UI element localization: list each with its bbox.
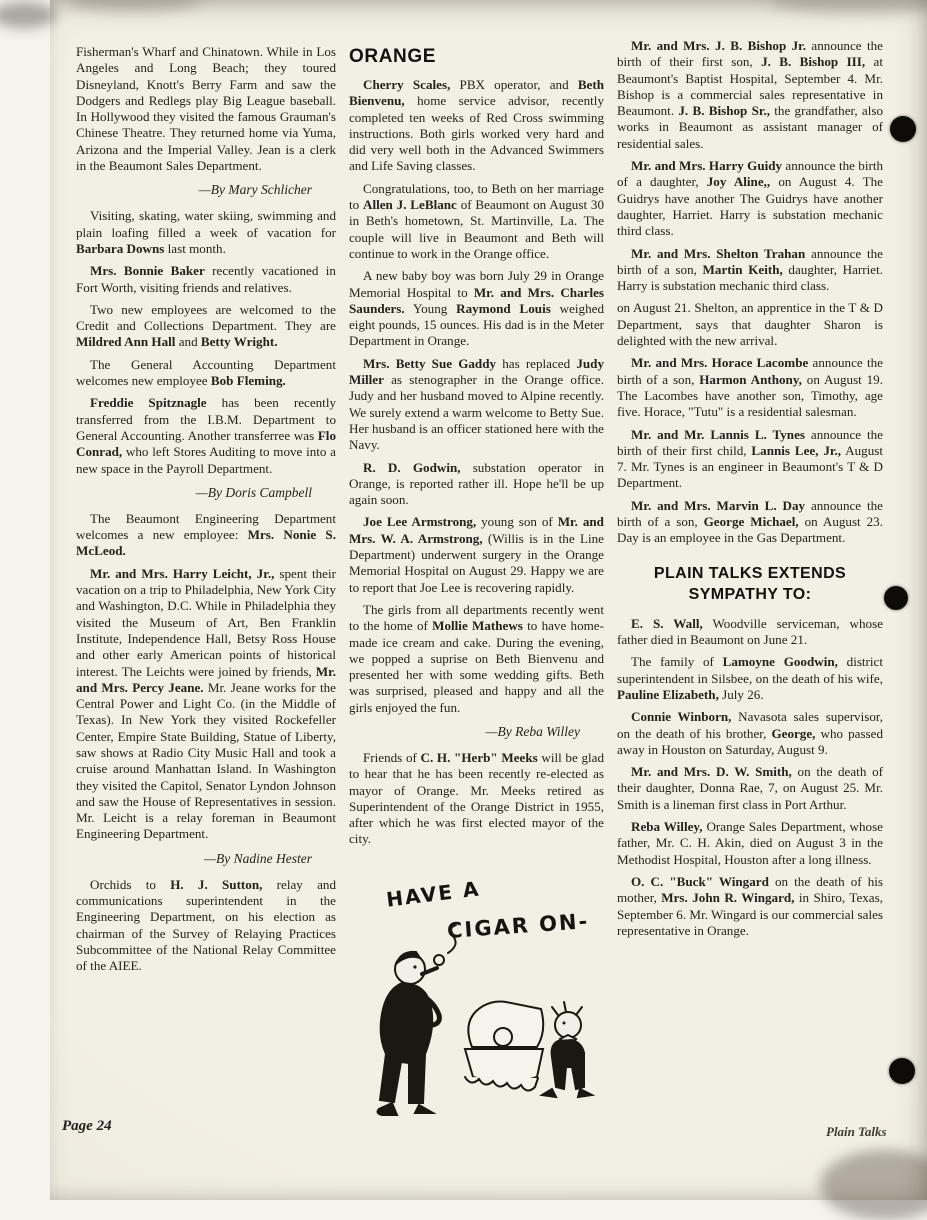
column-left xyxy=(76,44,336,981)
paragraph: Mrs. Bonnie Baker recently vacationed in Fort Worth, visiting friends and relatives. xyxy=(76,263,336,295)
punch-hole xyxy=(890,116,916,142)
paragraph: Mr. and Mrs. Harry Leicht, Jr., spent their vacation on a trip to Philadelphia, New York City and Washington, D.C. While in Philadelphia they visited the Museum of Art, Ben Franklin Institute, Independence Hall, Betsy Ross House and other early American points of historical interest. The Leichts were joined by friends, Mr. and Mrs. Percy Jeane. Mr. Jeane works for the Central Power and Light Co. (in the Middle of Texas). In New York they visited Rockefeller Center, Empire State Building, Statue of Liberty, saw shows at Radio City Music Hall and took a cruise around Manhattan Island. In Washington they visited the Capitol, Senator Lyndon Johnson and saw the House of Representatives in session. Mr. Leicht is a relay foreman in Beaumont Engineering Department. xyxy=(76,565,336,842)
sympathy-heading: PLAIN TALKS EXTENDS SYMPATHY TO: xyxy=(653,564,847,604)
byline: —By Doris Campbell xyxy=(195,484,312,500)
paragraph: Orchids to H. J. Sutton, relay and communications superintendent in the Engineering Department, on his election as chairman of the Survey of Relaying Practices Subcommittee of the National Relay Committee of the AIEE. xyxy=(76,876,337,974)
byline: —By Reba Willey xyxy=(485,723,580,739)
punch-hole xyxy=(884,586,908,610)
paragraph: Two new employees are welcomed to the Credit and Collections Department. They are Mildred Ann Hall and Betty Wright. xyxy=(76,301,336,350)
paragraph: Reba Willey, Orange Sales Department, whose father, Mr. C. H. Akin, died on August 3 in the Methodist Hospital, Houston after a long illness. xyxy=(617,819,883,867)
paragraph: A new baby boy was born July 29 in Orange Memorial Hospital to Mr. and Mrs. Charles Saunders. Young Raymond Louis weighed eight pounds, 15 ounces. His dad is in the Meter Department in Orange. xyxy=(349,268,604,349)
paragraph: Mr. and Mr. Lannis L. Tynes announce the birth of their first child, Lannis Lee, Jr., August 7. Mr. Tynes is an engineer in Beaumont's T & D Department. xyxy=(617,426,883,491)
cigar-cartoon-drawing xyxy=(352,925,604,1130)
paragraph: Visiting, skating, water skiing, swimming and plain loafing filled a week of vacation for Barbara Downs last month. xyxy=(76,208,336,256)
byline: —By Nadine Hester xyxy=(204,850,312,866)
section-heading: ORANGE xyxy=(349,46,436,67)
paragraph: Joe Lee Armstrong, young son of Mr. and Mrs. W. A. Armstrong, (Willis is in the Line Department) underwent surgery in the Orange Memorial Hospital on August 29. Happy we are to report that Joe Lee is recovering rapidly. xyxy=(349,514,604,595)
paragraph: Mr. and Mrs. Marvin L. Day announce the birth of a son, George Michael, on August 23. Day is an employee in the Gas Department. xyxy=(617,497,883,546)
publication-name: Plain Talks xyxy=(826,1124,887,1139)
cartoon-caption-have-a: HAVE A xyxy=(384,876,482,912)
paragraph: Mr. and Mrs. Harry Guidy announce the birth of a daughter, Joy Aline,, on August 4. The Guidrys have another The Guidrys have another daughter, Harriet. Harry is substation mechanic third class. xyxy=(617,158,884,239)
paragraph: Freddie Spitznagle has been recently transferred from the I.B.M. Department to General Accounting. Another transferree was Flo Conrad, who left Stores Auditing to move into a new space in the Payroll Department. xyxy=(76,395,337,476)
paragraph: Connie Winborn, Navasota sales supervisor, on the death of his brother, George, who passed away in Houston on Saturday, August 9. xyxy=(617,709,883,757)
paragraph: Mrs. Betty Sue Gaddy has replaced Judy Miller as stenographer in the Orange office. Judy and her husband moved to Alpine recently. We surely extend a warm welcome to Betty Sue. Her husband is an officer stationed here with the Navy. xyxy=(349,355,604,453)
paragraph: R. D. Godwin, substation operator in Orange, is reported rather ill. Hope he'll be up again soon. xyxy=(349,459,605,508)
paragraph: The Beaumont Engineering Department welcomes a new employee: Mrs. Nonie S. McLeod. xyxy=(76,510,336,559)
cartoon-caption-cigar-on: CIGAR ON- xyxy=(446,909,591,943)
paragraph: O. C. "Buck" Wingard on the death of his mother, Mrs. John R. Wingard, in Shiro, Texas, September 6. Mr. Wingard is our commercial sales representative in Orange. xyxy=(617,873,884,938)
scan-smudge xyxy=(820,1150,927,1220)
paragraph: Cherry Scales, PBX operator, and Beth Bienvenu, home service advisor, recently completed ten weeks of Red Cross swimming instructions. Both girls worked very hard and did very well both in the Advanced Swimmers and Life Saving classes. xyxy=(349,77,605,174)
paragraph: E. S. Wall, Woodville serviceman, whose father died in Beaumont on June 21. xyxy=(617,615,884,648)
punch-hole xyxy=(889,1058,915,1084)
paragraph: Fisherman's Wharf and Chinatown. While in Los Angeles and Long Beach; they toured Disneyland, Knott's Berry Farm and saw the Dodgers and Redlegs play Big League baseball. In Hollywood they visited the famous Grauman's Chinese Theatre. They returned home via Yuma, Arizona and the Imperial Valley. Jean is a clerk in the Beaumont Sales Department. xyxy=(76,44,336,174)
paragraph: Mr. and Mrs. Horace Lacombe announce the birth of a son, Harmon Anthony, on August 19. The Lacombes have another son, Timothy, age five. Horace, "Tutu" is a residential salesman. xyxy=(617,355,883,420)
column-middle xyxy=(349,46,604,854)
paragraph: The General Accounting Department welcomes new employee Bob Fleming. xyxy=(76,356,336,389)
paragraph: on August 21. Shelton, an apprentice in the T & D Department, says that daughter Sharon is delighted with the new arrival. xyxy=(617,300,883,349)
paragraph: Friends of C. H. "Herb" Meeks will be glad to hear that he has been recently re-elected as mayor of Orange. Mr. Meeks retired as Superintendent of the Orange District in 1955, after which he was first elected mayor of the city. xyxy=(349,749,604,847)
cartoon-illustration xyxy=(352,925,604,1130)
paragraph: Mr. and Mrs. Shelton Trahan announce the birth of a son, Martin Keith, daughter, Harriet. Harry is substation mechanic third class. xyxy=(617,245,883,294)
scan-smudge xyxy=(0,2,56,28)
column-right xyxy=(617,38,883,945)
paragraph: Mr. and Mrs. J. B. Bishop Jr. announce the birth of their first son, J. B. Bishop III, at Beaumont's Baptist Hospital, September 4. Mr. Bishop is a commercial sales representative in Beaumont. J. B. Bishop Sr., the grandfather, also works in Beaumont as assistant manager of residential sales. xyxy=(617,38,884,151)
paragraph: The girls from all departments recently went to the home of Mollie Mathews to have home-made ice cream and cake. During the evening, we popped a suprise on Beth Bienvenu and presented her with some wedding gifts. Beth was surprised, pleased and happy and all the girls enjoyed the fun. xyxy=(349,601,604,715)
paragraph: Congratulations, too, to Beth on her marriage to Allen J. LeBlanc of Beaumont on August 30 in Beth's hometown, St. Martinville, La. The couple will live in Beaumont and Beth will continue to work in the Orange office. xyxy=(349,180,605,261)
byline: —By Mary Schlicher xyxy=(198,182,312,198)
page-number: Page 24 xyxy=(62,1118,112,1134)
paragraph: The family of Lamoyne Goodwin, district superintendent in Silsbee, on the death of his wife, Pauline Elizabeth, July 26. xyxy=(617,654,884,702)
paragraph: Mr. and Mrs. D. W. Smith, on the death of their daughter, Donna Rae, 7, on August 25. Mr. Smith is a lineman first class in Port Arthur. xyxy=(617,764,883,812)
